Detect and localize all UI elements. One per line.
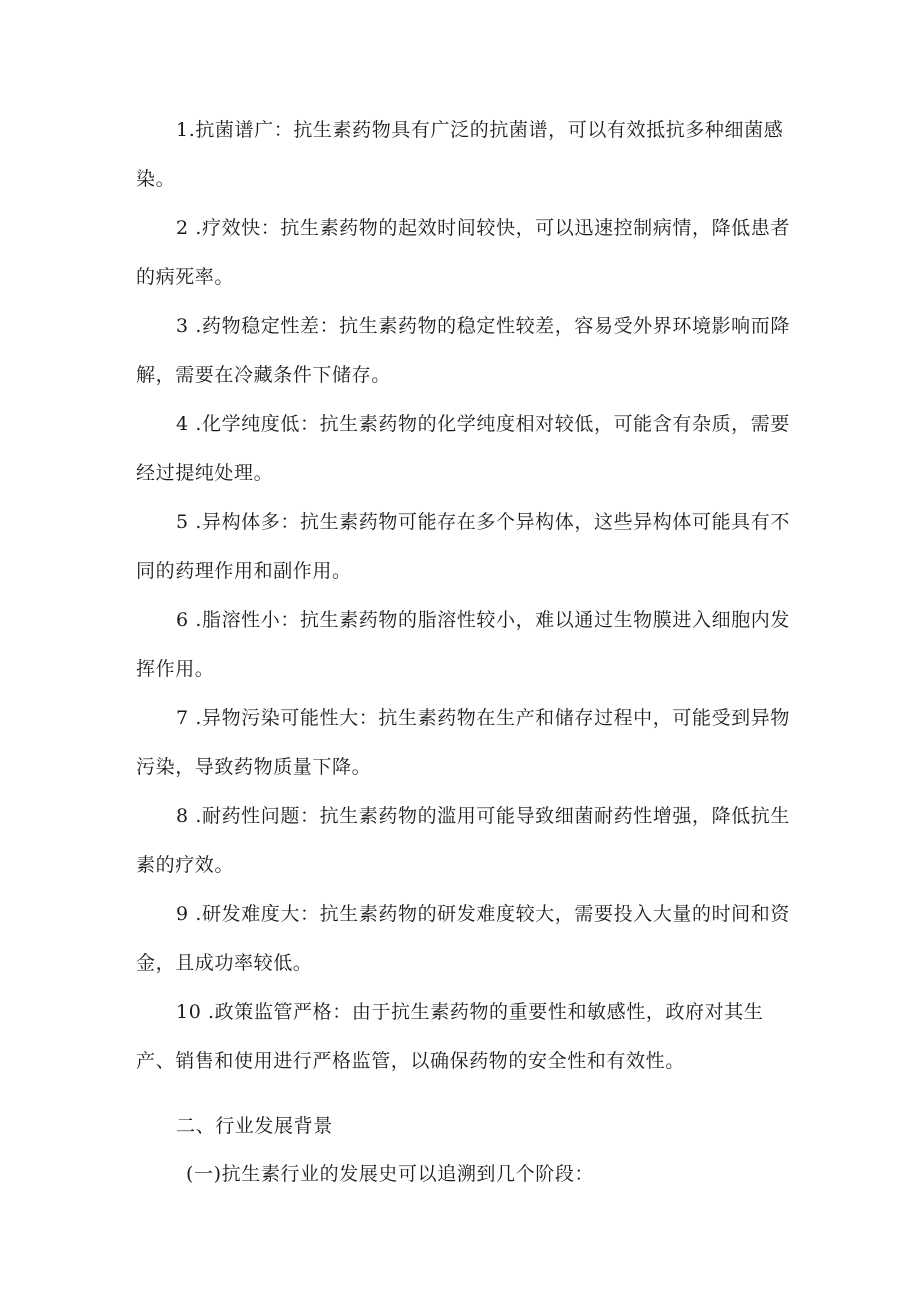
list-item-6: 6 .脂溶性小：抗生素药物的脂溶性较小，难以通过生物膜进入细胞内发挥作用。 <box>136 609 790 680</box>
list-item-1: 1.抗菌谱广：抗生素药物具有广泛的抗菌谱，可以有效抵抗多种细菌感染。 <box>136 119 784 190</box>
list-item-9: 9 .研发难度大：抗生素药物的研发难度较大，需要投入大量的时间和资金，且成功率较低。 <box>136 903 790 974</box>
list-item-8: 8 .耐药性问题：抗生素药物的滥用可能导致细菌耐药性增强，降低抗生素的疗效。 <box>136 805 790 876</box>
list-item-7: 7 .异物污染可能性大：抗生素药物在生产和储存过程中，可能受到异物污染，导致药物质量下降。 <box>136 707 790 778</box>
list-item-5: 5 .异构体多：抗生素药物可能存在多个异构体，这些异构体可能具有不同的药理作用和副作用。 <box>136 511 790 582</box>
list-item-4: 4 .化学纯度低：抗生素药物的化学纯度相对较低，可能含有杂质，需要经过提纯处理。 <box>136 413 790 484</box>
list-item-2: 2 .疗效快：抗生素药物的起效时间较快，可以迅速控制病情，降低患者的病死率。 <box>136 217 790 288</box>
section-heading: 二、行业发展背景 <box>176 1115 333 1137</box>
list-item-10: 10 .政策监管严格：由于抗生素药物的重要性和敏感性，政府对其生产、销售和使用进行严格监管，以确保药物的安全性和有效性。 <box>136 1001 764 1072</box>
subsection-heading: (一)抗生素行业的发展史可以追溯到几个阶段： <box>186 1163 595 1185</box>
list-item-3: 3 .药物稳定性差：抗生素药物的稳定性较差，容易受外界环境影响而降解，需要在冷藏条件下储存。 <box>136 315 790 386</box>
